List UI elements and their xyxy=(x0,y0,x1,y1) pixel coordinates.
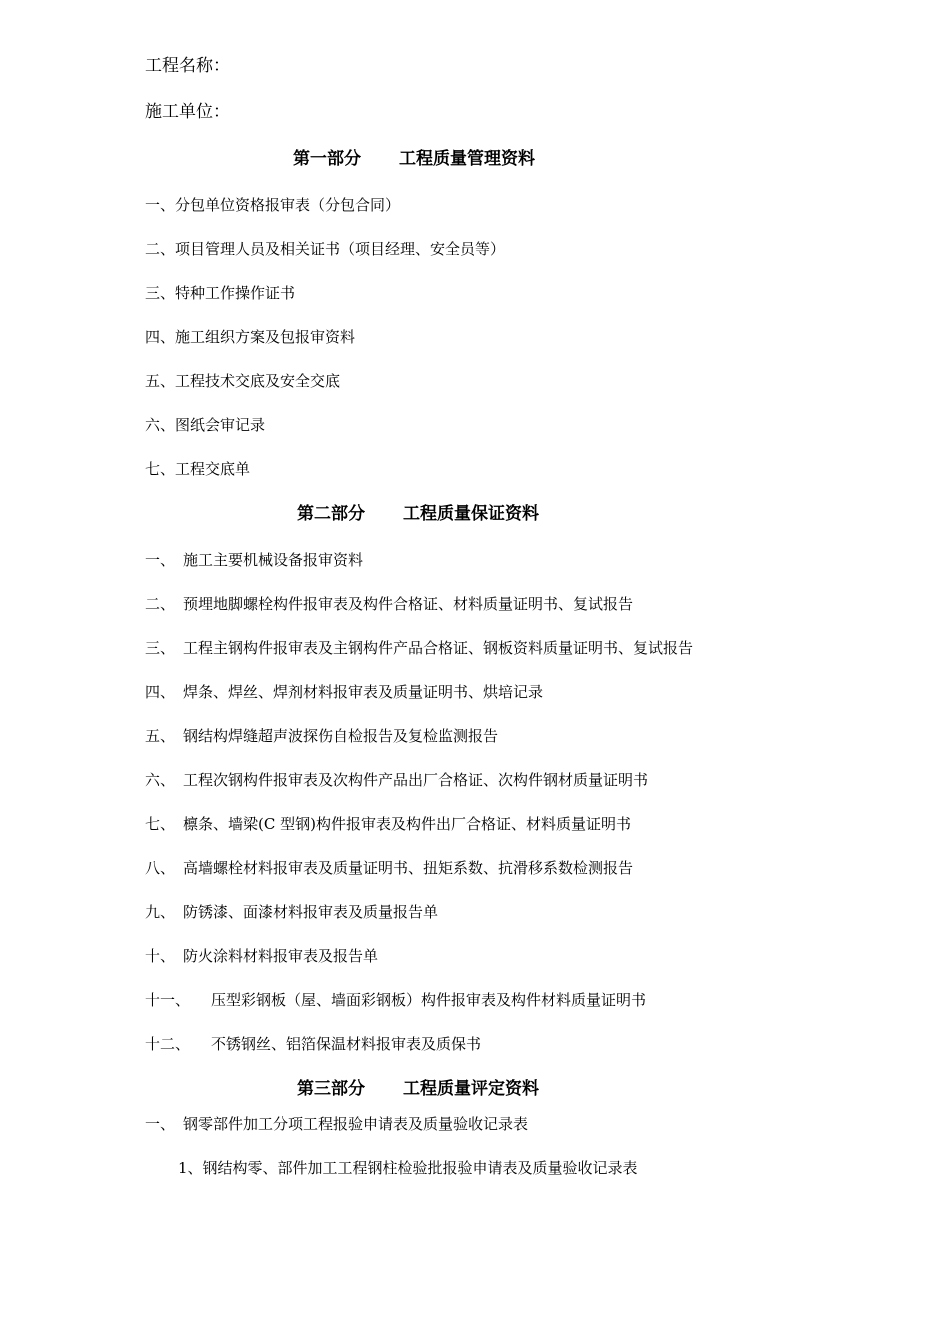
part2-heading xyxy=(297,503,539,525)
item-number: 十、 xyxy=(145,947,176,965)
part3-title: 工程质量评定资料 xyxy=(403,1079,539,1099)
item-text: 施工主要机械设备报审资料 xyxy=(183,551,364,569)
part2-item xyxy=(145,946,378,966)
item-number: 二、 xyxy=(145,595,176,613)
item-number: 五、 xyxy=(145,727,176,745)
part2-item xyxy=(145,726,498,746)
part3-item xyxy=(145,1114,528,1134)
part1-title: 工程质量管理资料 xyxy=(399,149,535,169)
part1-item: 三、特种工作操作证书 xyxy=(145,284,296,302)
part1-item: 五、工程技术交底及安全交底 xyxy=(145,372,341,390)
part1-label: 第一部分 xyxy=(293,149,361,169)
part1-item: 一、分包单位资格报审表（分包合同） xyxy=(145,196,401,214)
item-number: 九、 xyxy=(145,903,176,921)
part2-item xyxy=(145,682,543,702)
item-number: 四、 xyxy=(145,683,176,701)
item-text: 焊条、焊丝、焊剂材料报审表及质量证明书、烘培记录 xyxy=(183,683,544,701)
item-text: 预埋地脚螺栓构件报审表及构件合格证、材料质量证明书、复试报告 xyxy=(183,595,634,613)
part2-item xyxy=(145,990,646,1010)
part1-item: 六、图纸会审记录 xyxy=(145,416,266,434)
item-text: 防锈漆、面漆材料报审表及质量报告单 xyxy=(183,903,439,921)
part3-label: 第三部分 xyxy=(297,1079,365,1099)
item-number: 十二、 xyxy=(145,1035,191,1053)
part2-item xyxy=(145,902,438,922)
item-text: 工程主钢构件报审表及主钢构件产品合格证、钢板资料质量证明书、复试报告 xyxy=(183,639,694,657)
item-number: 三、 xyxy=(145,639,176,657)
item-text: 高墙螺栓材料报审表及质量证明书、扭矩系数、抗滑移系数检测报告 xyxy=(183,859,634,877)
item-number: 十一、 xyxy=(145,991,191,1009)
part3-heading xyxy=(297,1078,539,1100)
item-text: 檩条、墙梁(C 型钢)构件报审表及构件出厂合格证、材料质量证明书 xyxy=(183,815,631,833)
part2-item xyxy=(145,550,363,570)
part2-item xyxy=(145,858,633,878)
part1-item: 七、工程交底单 xyxy=(145,460,251,478)
item-number: 八、 xyxy=(145,859,176,877)
item-text: 钢结构焊缝超声波探伤自检报告及复检监测报告 xyxy=(183,727,499,745)
part2-item xyxy=(145,770,648,790)
part2-item xyxy=(145,814,631,834)
part2-item xyxy=(145,1034,481,1054)
part3-subitem: 1、钢结构零、部件加工工程钢柱检验批报验申请表及质量验收记录表 xyxy=(178,1159,638,1177)
item-text: 防火涂料材料报审表及报告单 xyxy=(183,947,379,965)
part1-item: 四、施工组织方案及包报审资料 xyxy=(145,328,356,346)
item-text: 钢零部件加工分项工程报验申请表及质量验收记录表 xyxy=(183,1115,529,1133)
contractor-label: 施工单位： xyxy=(145,102,230,122)
item-number: 六、 xyxy=(145,771,176,789)
item-number: 七、 xyxy=(145,815,176,833)
item-number: 一、 xyxy=(145,1115,176,1133)
part2-item xyxy=(145,594,633,614)
project-name-label: 工程名称： xyxy=(145,56,230,76)
part2-label: 第二部分 xyxy=(297,504,365,524)
part1-item: 二、项目管理人员及相关证书（项目经理、安全员等） xyxy=(145,240,506,258)
item-text: 工程次钢构件报审表及次构件产品出厂合格证、次构件钢材质量证明书 xyxy=(183,771,649,789)
part2-title: 工程质量保证资料 xyxy=(403,504,539,524)
item-text: 压型彩钢板（屋、墙面彩钢板）构件报审表及构件材料质量证明书 xyxy=(211,991,647,1009)
item-number: 一、 xyxy=(145,551,176,569)
part2-item xyxy=(145,638,693,658)
part1-heading xyxy=(293,148,535,170)
item-text: 不锈钢丝、铝箔保温材料报审表及质保书 xyxy=(211,1035,482,1053)
